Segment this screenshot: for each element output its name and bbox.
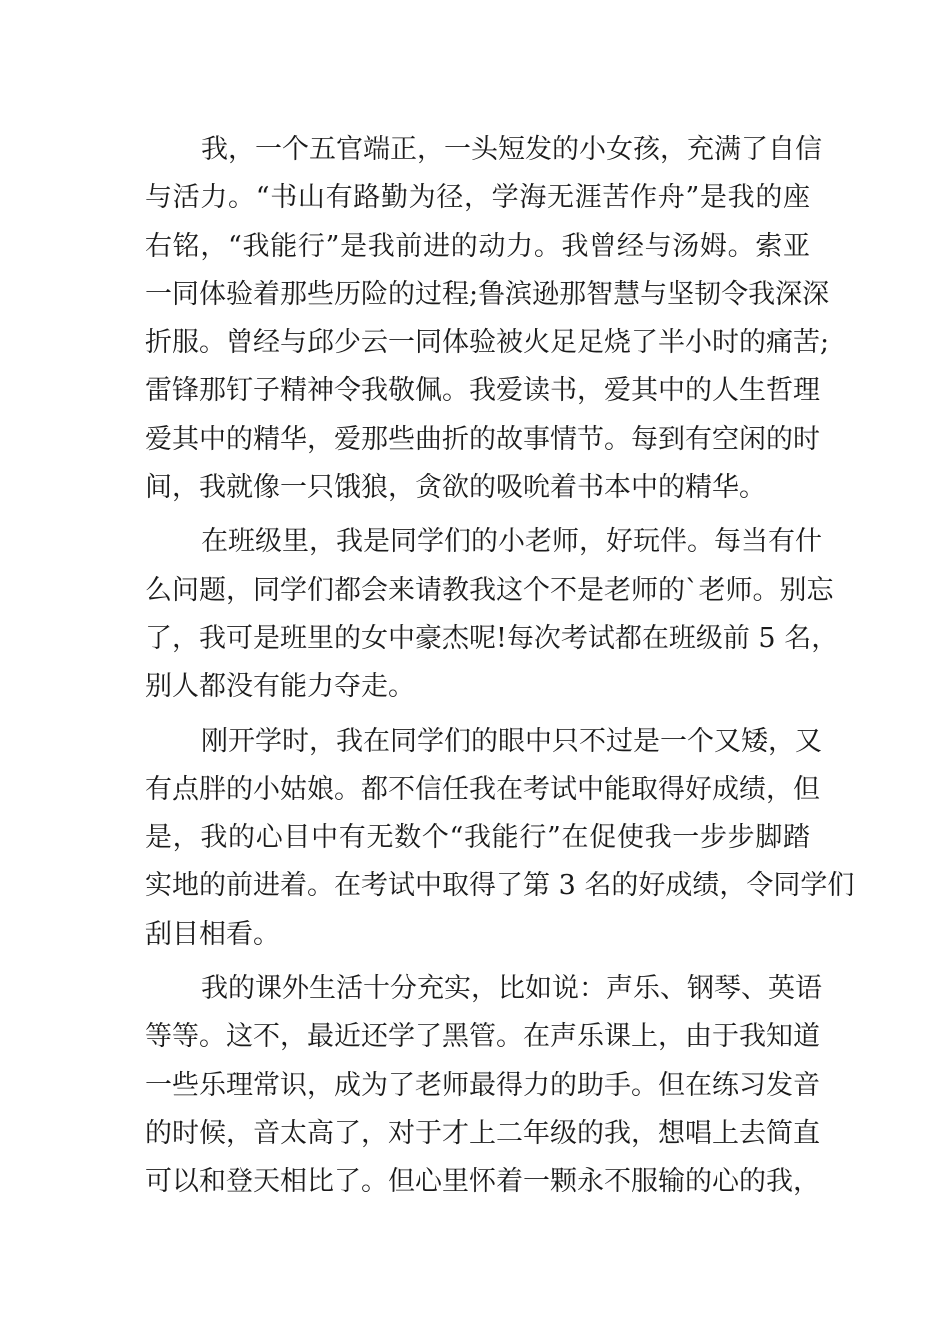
text-line: 别人都没有能力夺走。 — [145, 671, 415, 703]
text-line: 的时候，音太高了，对于才上二年级的我，想唱上去简直 — [145, 1117, 820, 1149]
text-line: 与活力。“书山有路勤为径，学海无涯苦作舟”是我的座 — [145, 182, 810, 214]
text-line: 我，一个五官端正，一头短发的小女孩，充满了自信 — [201, 134, 822, 165]
text-line: 爱其中的精华，爱那些曲折的故事情节。每到有空闲的时 — [145, 423, 820, 455]
text-line: 么问题，同学们都会来请教我这个不是老师的`老师。别忘 — [145, 574, 834, 606]
text-line: 一些乐理常识，成为了老师最得力的助手。但在练习发音 — [145, 1069, 820, 1101]
text-line: 是，我的心目中有无数个“我能行”在促使我一步步脚踏 — [145, 822, 810, 854]
text-line: 雷锋那钉子精神令我敬佩。我爱读书，爱其中的人生哲理 — [145, 375, 820, 407]
text-line: 有点胖的小姑娘。都不信任我在考试中能取得好成绩，但 — [145, 773, 820, 805]
paragraph-3 — [145, 718, 855, 959]
text-line: 折服。曾经与邱少云一同体验被火足足烧了半小时的痛苦; — [145, 327, 830, 359]
paragraph-2 — [145, 518, 839, 711]
document-body — [145, 126, 855, 1213]
text-line: 可以和登天相比了。但心里怀着一颗永不服输的心的我， — [145, 1166, 820, 1198]
text-line: 刮目相看。 — [145, 918, 280, 950]
paragraph-1 — [145, 126, 830, 512]
text-line: 我的课外生活十分充实，比如说：声乐、钢琴、英语 — [201, 973, 822, 1005]
text-line: 等等。这不，最近还学了黑管。在声乐课上，由于我知道 — [145, 1021, 820, 1053]
text-line: 实地的前进着。在考试中取得了第 3 名的好成绩，令同学们 — [145, 870, 855, 902]
text-line: 一同体验着那些历险的过程;鲁滨逊那智慧与坚韧令我深深 — [145, 278, 830, 310]
text-line: 右铭，“我能行”是我前进的动力。我曾经与汤姆。索亚 — [145, 230, 810, 262]
text-line: 间，我就像一只饿狼，贪欲的吸吮着书本中的精华。 — [145, 472, 766, 504]
text-line: 了，我可是班里的女中豪杰呢!每次考试都在班级前 5 名， — [145, 622, 839, 654]
text-line: 在班级里，我是同学们的小老师，好玩伴。每当有什 — [201, 526, 822, 558]
text-line: 刚开学时，我在同学们的眼中只不过是一个又矮，又 — [201, 725, 822, 757]
paragraph-4 — [145, 965, 822, 1206]
